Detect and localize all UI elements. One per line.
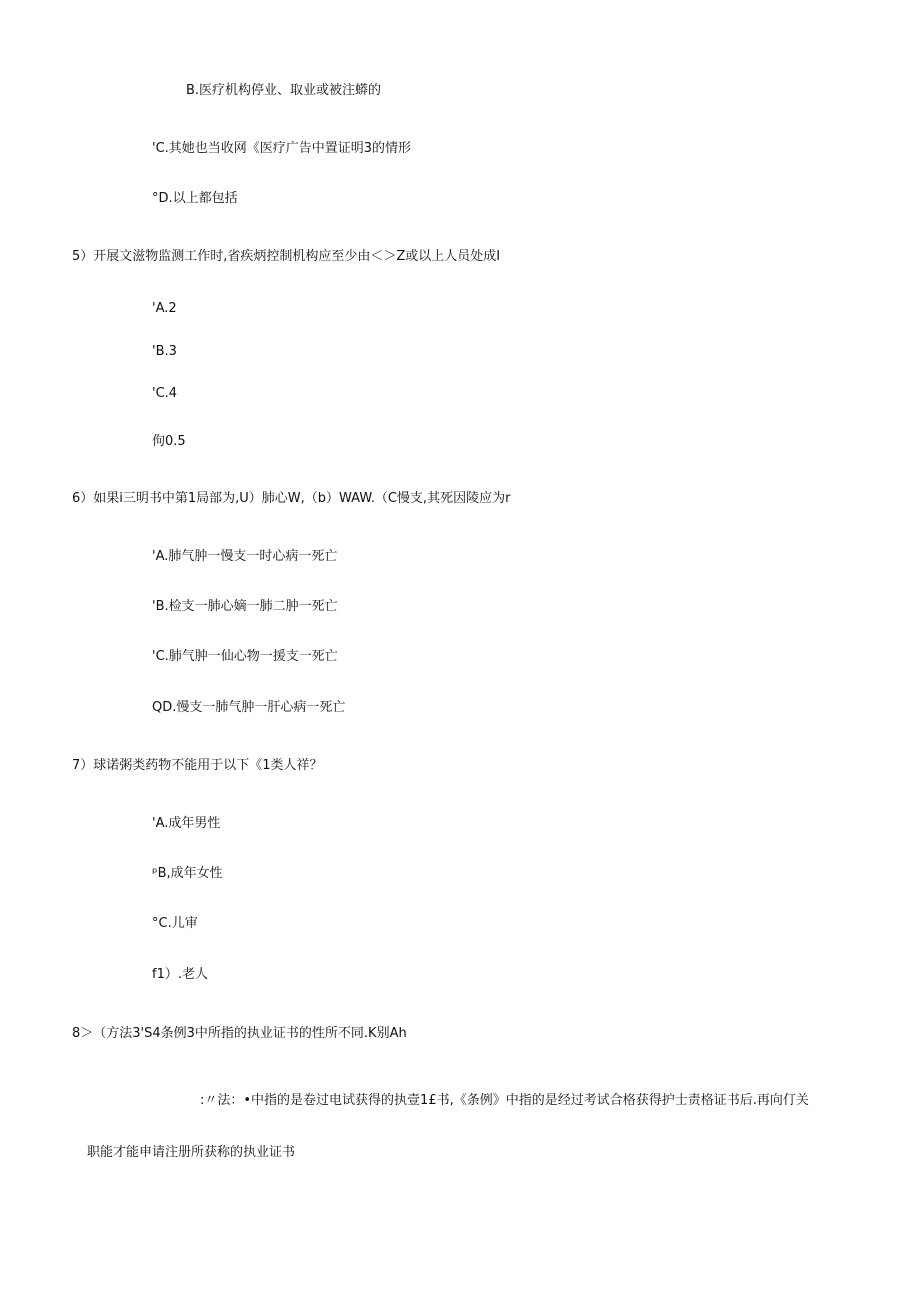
q5-option-b: 'B.3 (152, 344, 177, 359)
question-8: 8＞（方法3'S4条例3中所指的执业证书的性所不同.K别Ah (72, 1026, 407, 1041)
q7-option-c: °C.儿审 (152, 916, 198, 931)
question-5: 5）开展文滋物监测工作时,省疾炳控制机构应至少由＜＞Z或以上人员处成I (72, 249, 501, 264)
q6-option-d: QD.慢支一肺气肿一肝心病一死亡 (152, 700, 346, 715)
q7-option-d: f1）.老人 (152, 967, 208, 982)
q6-option-c: 'C.肺气肿一仙心物一援支一死亡 (152, 649, 338, 664)
q5-option-d: 佝0.5 (152, 434, 186, 449)
option-c: 'C.其她也当收网《医疗广告中置证明3的情形 (152, 141, 412, 156)
q7-option-b: ᵖB,成年女性 (152, 866, 223, 881)
q7-option-a: 'A.成年男性 (152, 816, 221, 831)
question-6: 6）如果i三明书中第1局部为,U）肺心W,（b）WAW.（C慢支,其死因陵应为r (72, 491, 511, 506)
answer-8-line-2: 职能才能申请注册所获称的执业证书 (87, 1145, 296, 1160)
option-d: °D.以上都包括 (152, 191, 238, 206)
option-b: B.医疗机构停业、取业或被注蟒的 (186, 83, 382, 98)
q6-option-b: 'B.检支一肺心嫡一肺二肿一死亡 (152, 599, 338, 614)
q5-option-a: 'A.2 (152, 301, 177, 316)
q6-option-a: 'A.肺气肿一慢支一时心病一死亡 (152, 549, 338, 564)
answer-8-line-1: :〃法：•中指的是卷过电试获得的执壹1£书,《条例》中指的是经过考试合格获得护士责格证书后.再向仃关 (200, 1093, 809, 1108)
question-7: 7）球诺粥类药物不能用于以下《1类人祥？ (72, 758, 323, 773)
q5-option-c: 'C.4 (152, 386, 178, 401)
